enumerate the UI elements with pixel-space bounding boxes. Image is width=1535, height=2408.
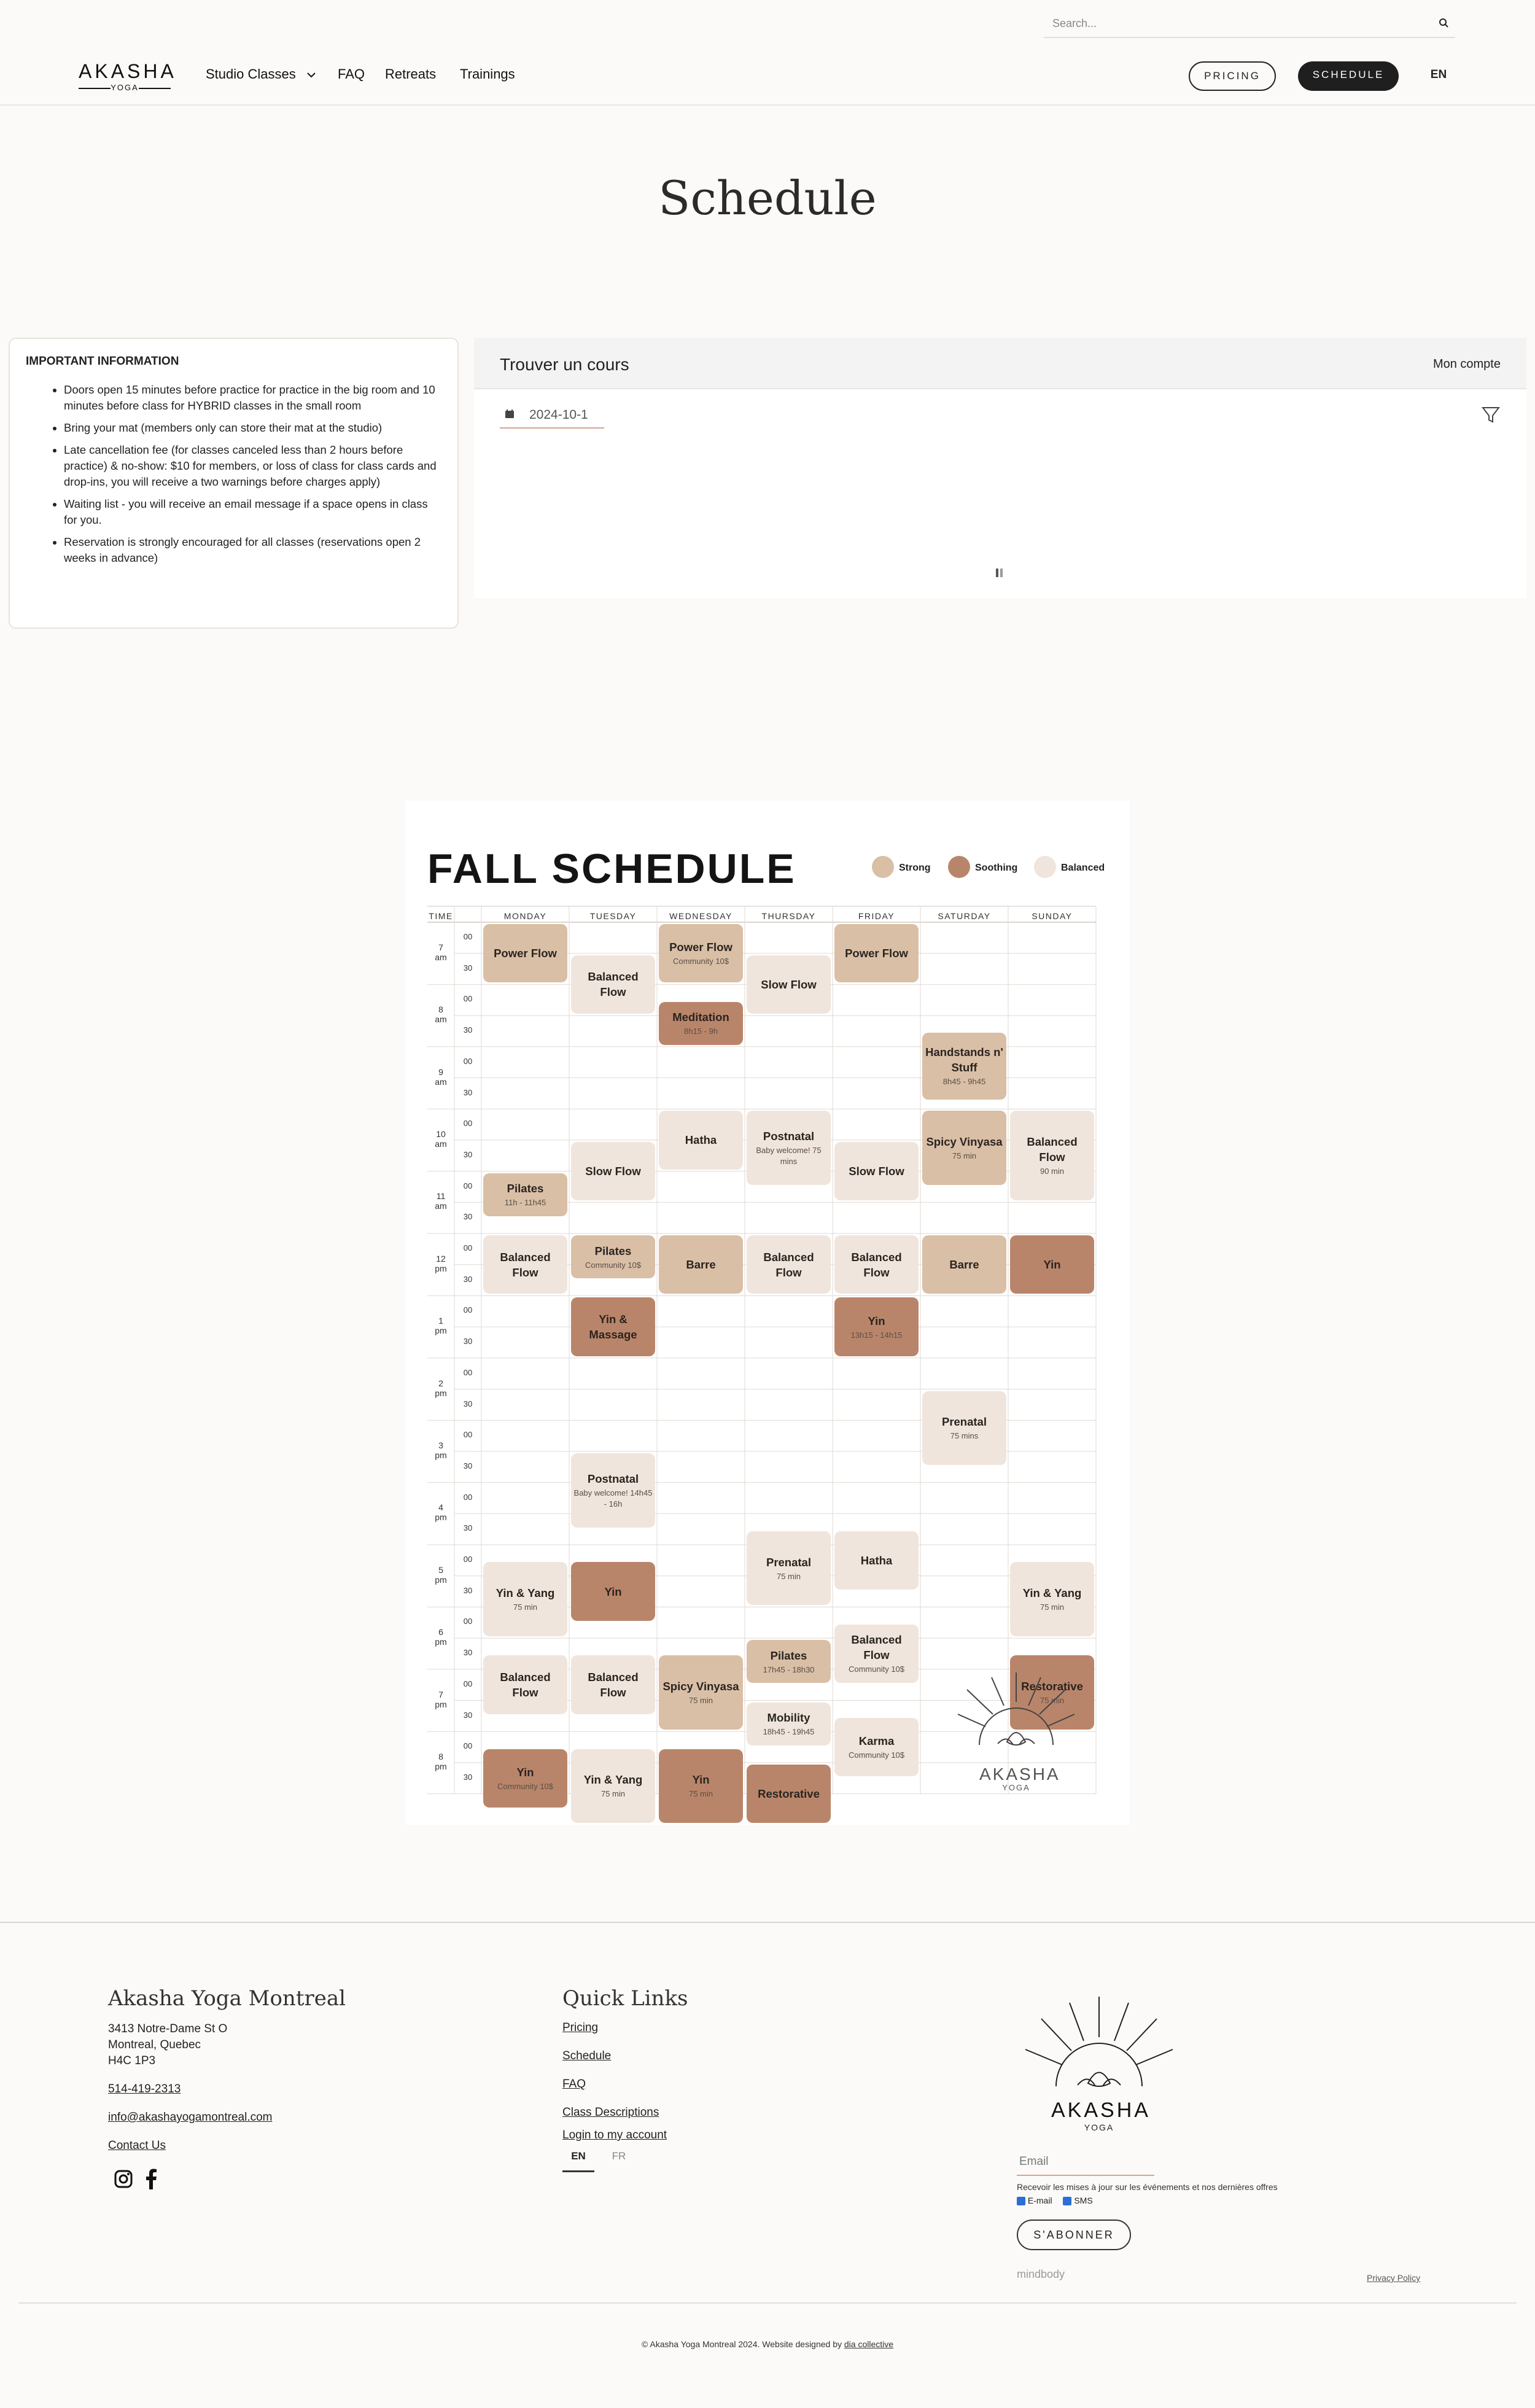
class-detail: Baby welcome! 75 mins: [756, 1146, 822, 1167]
class-name: Karma: [858, 1734, 895, 1748]
slot-label: 00: [463, 1119, 473, 1128]
nav-trainings[interactable]: Trainings: [460, 66, 515, 82]
copyright-divider: [18, 2302, 1517, 2304]
slot-label: 30: [463, 1274, 473, 1284]
email-link[interactable]: info@akashayogamontreal.com: [108, 2111, 273, 2124]
class-name: Slow Flow: [585, 1165, 641, 1178]
widget-title: Trouver un cours: [500, 355, 629, 374]
footer-link-login[interactable]: Login to my account: [562, 2129, 667, 2142]
legend-strong: Strong: [872, 857, 931, 879]
class-name: Prenatal: [941, 1415, 987, 1429]
column-header-day: WEDNESDAY: [669, 911, 733, 921]
class-name: Prenatal: [766, 1555, 811, 1569]
hour-number: 8: [438, 1004, 443, 1015]
info-list: [64, 382, 441, 566]
hour-period: pm: [435, 1450, 447, 1460]
slot-label: 30: [463, 1149, 473, 1159]
class-block: [659, 1749, 743, 1823]
hour-period: pm: [435, 1574, 447, 1585]
class-block: [834, 924, 919, 982]
class-name: Spicy Vinyasa: [926, 1135, 1003, 1149]
slot-label: 00: [463, 1430, 473, 1440]
footer-lang-en[interactable]: EN: [562, 2150, 594, 2172]
class-name: Balanced Flow: [851, 1250, 902, 1279]
class-name: Postnatal: [763, 1130, 815, 1143]
account-link[interactable]: Mon compte: [1432, 357, 1501, 371]
class-block: [922, 1111, 1006, 1185]
hour-label: [427, 1378, 454, 1398]
column-header-day: THURSDAY: [761, 911, 816, 921]
hour-label: [427, 1191, 454, 1211]
slot-label: 30: [463, 1710, 473, 1720]
class-block: [922, 1235, 1006, 1294]
hour-period: pm: [435, 1512, 447, 1523]
class-detail: Community 10$: [497, 1781, 554, 1791]
class-block: [571, 1562, 655, 1620]
class-block: [571, 1453, 655, 1528]
logo-word: AKASHA: [79, 60, 177, 82]
class-name: Balanced Flow: [500, 1671, 551, 1699]
class-block: [483, 1749, 567, 1808]
class-name: Barre: [686, 1258, 716, 1272]
info-item: • Reservation is strongly encouraged for all classes (reservations open 2 weeks in advance): [64, 534, 441, 566]
sms-opt-checkbox[interactable]: [1063, 2197, 1071, 2205]
class-detail: 8h45 - 9h45: [942, 1077, 986, 1087]
hour-number: 3: [438, 1440, 443, 1450]
hour-period: am: [435, 952, 447, 962]
class-detail: 75 min: [600, 1789, 626, 1799]
class-block: [659, 1111, 743, 1169]
class-name: Restorative: [1021, 1680, 1083, 1693]
class-name: Restorative: [758, 1787, 820, 1801]
hour-label: [427, 1440, 454, 1460]
slot-label: 00: [463, 994, 473, 1004]
hour-period: pm: [435, 1761, 447, 1771]
hour-label: [427, 1316, 454, 1335]
slot-label: 30: [463, 1337, 473, 1346]
footer-link-class-descriptions[interactable]: Class Descriptions: [562, 2106, 659, 2119]
hour-label: [427, 1690, 454, 1709]
footer-link-schedule[interactable]: Schedule: [562, 2049, 612, 2062]
class-name: Postnatal: [587, 1472, 639, 1485]
hour-label: [427, 1752, 454, 1771]
hour-label: [427, 1254, 454, 1273]
facebook-icon[interactable]: [145, 2169, 157, 2189]
slot-label: 00: [463, 932, 473, 941]
info-item: • Bring your mat (members only can store their mat at the studio): [64, 420, 441, 436]
slot-label: 00: [463, 1679, 473, 1688]
legend-soothing: Soothing: [948, 857, 1017, 879]
class-name: Yin: [1043, 1258, 1061, 1272]
class-name: Yin: [604, 1585, 622, 1598]
hour-period: am: [435, 1201, 447, 1211]
class-block: [747, 1235, 831, 1294]
phone-link[interactable]: 514-419-2313: [108, 2083, 181, 2095]
contact-link[interactable]: Contact Us: [108, 2139, 166, 2152]
class-name: Balanced Flow: [763, 1250, 814, 1279]
class-block: [747, 1703, 831, 1746]
address-line: Montreal, Quebec: [108, 2038, 201, 2051]
class-block: [571, 1142, 655, 1200]
hour-number: 7: [438, 942, 443, 952]
class-block: [571, 1297, 655, 1356]
class-finder-widget: [474, 338, 1526, 598]
class-name: Pilates: [770, 1649, 807, 1662]
class-block: [483, 1235, 567, 1294]
class-name: Yin: [692, 1773, 710, 1787]
class-block: [747, 1111, 831, 1185]
class-detail: 8h15 - 9h: [684, 1027, 718, 1036]
footer-logo-text: AKASHA YOGA: [1051, 2099, 1151, 2132]
hour-label: [427, 1067, 454, 1087]
subscribe-button[interactable]: S'ABONNER: [1017, 2220, 1131, 2250]
hour-period: am: [435, 1014, 447, 1025]
class-name: Power Flow: [669, 941, 733, 954]
slot-label: 00: [463, 1492, 473, 1502]
class-block: [571, 1235, 655, 1278]
column-header-day: TUESDAY: [589, 911, 637, 921]
important-info-card: [9, 338, 459, 629]
slot-label: 30: [463, 1585, 473, 1595]
class-detail: 75 min: [776, 1571, 801, 1581]
main-header: [0, 38, 1535, 106]
class-name: Pilates: [507, 1182, 544, 1195]
hour-period: am: [435, 1138, 447, 1149]
search-bar[interactable]: [1044, 11, 1455, 38]
class-name: Hatha: [860, 1553, 893, 1567]
class-detail: 75 min: [688, 1696, 713, 1706]
hour-label: [427, 1565, 454, 1585]
class-block: [922, 1391, 1006, 1466]
class-block: [922, 1033, 1006, 1099]
hour-number: 12: [436, 1253, 446, 1264]
slot-label: 30: [463, 1523, 473, 1533]
class-detail: 75 min: [688, 1789, 713, 1799]
info-item: • Doors open 15 minutes before practice for practice in the big room and 10 minutes before class for HYBRID classes in the small room: [64, 382, 441, 414]
class-block: [1010, 1562, 1094, 1636]
slot-label: 30: [463, 1461, 473, 1470]
legend-balanced: Balanced: [1034, 857, 1105, 879]
slot-label: 00: [463, 1367, 473, 1377]
hour-number: 7: [438, 1689, 443, 1699]
filter-icon[interactable]: [1481, 405, 1501, 425]
privacy-policy-link[interactable]: Privacy Policy: [1367, 2273, 1421, 2283]
nav-retreats[interactable]: Retreats: [385, 66, 437, 82]
date-picker[interactable]: [500, 404, 604, 429]
pricing-button[interactable]: PRICING: [1189, 61, 1276, 91]
class-block: [571, 1655, 655, 1714]
quick-links-heading: Quick Links: [562, 1986, 688, 2011]
info-item: • Waiting list - you will receive an email message if a space opens in class for you.: [64, 496, 441, 528]
hour-number: 4: [438, 1502, 443, 1513]
class-detail: 75 min: [513, 1602, 538, 1612]
class-block: [747, 955, 831, 1014]
loading-icon: [996, 569, 998, 577]
hour-number: 11: [436, 1191, 446, 1202]
slot-label: 00: [463, 1305, 473, 1315]
class-block: [834, 1235, 919, 1294]
class-name: Balanced Flow: [1027, 1135, 1078, 1164]
class-block: [483, 1655, 567, 1714]
footer-link-pricing[interactable]: Pricing: [562, 2021, 599, 2034]
address-line: H4C 1P3: [108, 2054, 156, 2067]
class-block: [659, 924, 743, 982]
nav-studio-classes[interactable]: Studio Classes: [206, 66, 317, 82]
slot-label: 30: [463, 1648, 473, 1658]
footer-divider: [0, 1922, 1535, 1923]
widget-header: [474, 338, 1526, 389]
hour-period: pm: [435, 1263, 447, 1273]
hour-period: pm: [435, 1326, 447, 1336]
slot-label: 00: [463, 1741, 473, 1751]
class-block: [1010, 1235, 1094, 1294]
column-header-time: TIME: [429, 911, 453, 921]
search-icon[interactable]: [1438, 17, 1450, 29]
class-name: Power Flow: [845, 947, 908, 960]
class-name: Slow Flow: [849, 1165, 904, 1178]
class-block: [1010, 1111, 1094, 1200]
class-detail: Community 10$: [848, 1664, 905, 1674]
language-switch[interactable]: EN: [1430, 68, 1447, 81]
hour-number: 6: [438, 1627, 443, 1637]
class-block: [747, 1765, 831, 1823]
schedule-logo-text: AKASHA YOGA: [979, 1765, 1060, 1792]
chevron-down-icon: [306, 71, 317, 79]
slot-label: 00: [463, 1617, 473, 1626]
class-block: [659, 1002, 743, 1045]
email-opt-checkbox[interactable]: [1017, 2197, 1025, 2205]
address-line: 3413 Notre-Dame St O: [108, 2022, 228, 2035]
site-logo[interactable]: [79, 60, 177, 93]
class-block: [483, 1562, 567, 1636]
hour-period: pm: [435, 1388, 447, 1398]
class-name: Yin & Yang: [583, 1773, 643, 1787]
hour-number: 1: [438, 1316, 443, 1326]
class-name: Balanced Flow: [500, 1250, 551, 1279]
hour-number: 9: [438, 1066, 443, 1077]
hour-label: [427, 1004, 454, 1024]
slot-label: 00: [463, 1243, 473, 1253]
column-header-day: SUNDAY: [1032, 911, 1073, 921]
info-item: • Late cancellation fee (for classes canceled less than 2 hours before practice) & no-show: $10 for members, or loss of class for class cards and drop-ins, you will receive a two warnings before charges apply): [64, 442, 441, 490]
class-name: Balanced Flow: [588, 970, 639, 999]
class-block: [571, 1749, 655, 1823]
class-detail: Community 10$: [848, 1750, 905, 1760]
class-block: [834, 1531, 919, 1590]
footer-link-faq[interactable]: FAQ: [562, 2078, 586, 2091]
logo-sub: YOGA: [111, 83, 139, 92]
class-name: Yin: [868, 1314, 885, 1327]
class-block: [483, 924, 567, 982]
footer-studio-heading: Akasha Yoga Montreal: [108, 1986, 346, 2011]
class-block: [834, 1718, 919, 1776]
hour-number: 5: [438, 1564, 443, 1575]
class-block: [571, 955, 655, 1014]
designer-link[interactable]: dia collective: [844, 2339, 894, 2349]
slot-label: 30: [463, 1087, 473, 1097]
class-block: [834, 1297, 919, 1356]
class-name: Balanced Flow: [851, 1633, 902, 1662]
class-name: Spicy Vinyasa: [663, 1680, 739, 1693]
class-name: Yin & Yang: [495, 1587, 555, 1600]
class-detail: Baby welcome! 14h45 - 16h: [573, 1488, 653, 1509]
class-detail: Community 10$: [585, 1260, 642, 1270]
class-name: Slow Flow: [761, 977, 817, 991]
slot-label: 30: [463, 1212, 473, 1222]
hour-period: am: [435, 1076, 447, 1087]
copyright: © Akasha Yoga Montreal 2024. Website designed by dia collective: [641, 2339, 894, 2349]
class-name: Yin & Massage: [589, 1313, 637, 1342]
footer-lang-fr[interactable]: FR: [612, 2150, 626, 2162]
slot-label: 30: [463, 1399, 473, 1408]
class-name: Yin: [516, 1765, 534, 1779]
info-heading: IMPORTANT INFORMATION: [26, 355, 179, 368]
class-block: [747, 1531, 831, 1606]
class-name: Pilates: [594, 1244, 632, 1257]
mindbody-logo: mindbody: [1017, 2268, 1065, 2280]
class-detail: 11h - 11h45: [504, 1198, 546, 1208]
class-detail: 18h45 - 19h45: [763, 1727, 815, 1737]
slot-label: 00: [463, 1555, 473, 1564]
hour-number: 2: [438, 1378, 443, 1388]
schedule-title: FALL SCHEDULE: [427, 845, 796, 892]
slot-label: 00: [463, 1181, 473, 1190]
column-header-day: MONDAY: [503, 911, 547, 921]
class-block: [659, 1235, 743, 1294]
hour-label: [427, 1129, 454, 1149]
calendar-icon: [505, 409, 515, 419]
column-header-day: SATURDAY: [938, 911, 991, 921]
nav-faq[interactable]: FAQ: [338, 66, 365, 82]
hour-number: 10: [436, 1128, 446, 1139]
hour-number: 8: [438, 1751, 443, 1761]
slot-label: 30: [463, 963, 473, 973]
class-detail: 75 min: [1040, 1696, 1065, 1706]
slot-label: 00: [463, 1056, 473, 1066]
class-detail: 75 mins: [950, 1431, 979, 1441]
akasha-footer-logo: [1019, 1994, 1179, 2111]
class-name: Meditation: [672, 1011, 729, 1024]
class-name: Barre: [949, 1258, 979, 1272]
class-name: Yin & Yang: [1022, 1587, 1082, 1600]
class-detail: 90 min: [1040, 1167, 1065, 1176]
class-name: Power Flow: [494, 947, 557, 960]
hour-period: pm: [435, 1699, 447, 1709]
class-block: [834, 1625, 919, 1683]
consent-options: E-mail SMS: [1017, 2196, 1093, 2205]
class-name: Balanced Flow: [588, 1671, 639, 1699]
column-header-day: FRIDAY: [858, 911, 895, 921]
class-detail: Community 10$: [672, 957, 729, 966]
class-block: [834, 1142, 919, 1200]
hour-label: [427, 942, 454, 962]
class-block: [659, 1655, 743, 1730]
hour-period: pm: [435, 1637, 447, 1647]
newsletter-email-field[interactable]: Email: [1017, 2149, 1154, 2176]
hour-label: [427, 1627, 454, 1647]
class-name: Mobility: [767, 1711, 810, 1725]
page-title: Schedule: [658, 171, 877, 225]
class-detail: 13h15 - 14h15: [850, 1330, 903, 1340]
search-input[interactable]: Search...: [1052, 17, 1097, 29]
date-value: 2024-10-1: [529, 408, 588, 422]
class-detail: 17h45 - 18h30: [763, 1664, 815, 1674]
schedule-button[interactable]: SCHEDULE: [1298, 61, 1399, 91]
class-detail: 75 min: [1040, 1602, 1065, 1612]
class-name: Handstands n' Stuff: [925, 1046, 1003, 1074]
consent-text: Recevoir les mises à jour sur les événements et nos dernières offres: [1017, 2182, 1278, 2192]
hour-label: [427, 1502, 454, 1522]
fall-schedule-image: [405, 801, 1130, 1825]
class-block: [483, 1173, 567, 1216]
class-detail: 75 min: [952, 1151, 977, 1161]
class-block: [747, 1640, 831, 1683]
slot-label: 30: [463, 1025, 473, 1035]
instagram-icon[interactable]: [114, 2170, 133, 2188]
class-name: Hatha: [685, 1133, 717, 1147]
slot-label: 30: [463, 1772, 473, 1782]
